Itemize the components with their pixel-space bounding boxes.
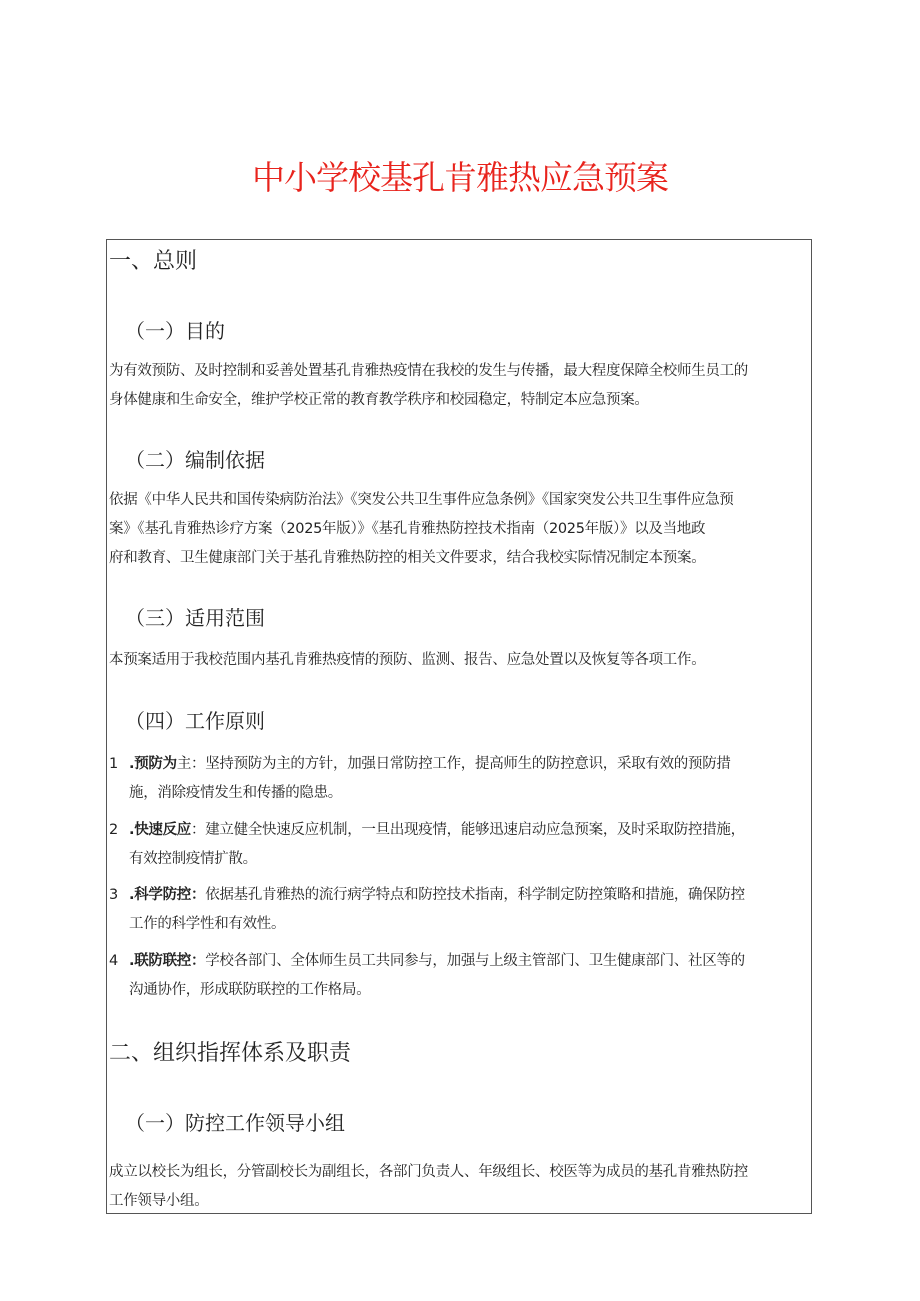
subsection-heading-basis: （二）编制依据 <box>125 448 265 472</box>
content-frame <box>106 239 812 1214</box>
list-item-title: .科学防控： <box>129 887 206 903</box>
paragraph-line: 工作领导小组。 <box>109 1193 209 1209</box>
list-item-continuation: 有效控制疫情扩散。 <box>129 851 257 867</box>
document-title: 中小学校基孔肯雅热应急预案 <box>252 158 668 197</box>
list-item-text: 主：坚持预防为主的方针，加强日常防控工作，提高师生的防控意识，采取有效的预防措 <box>176 756 731 772</box>
list-item-text: 依据基孔肯雅热的流行病学特点和防控技术指南，科学制定防控策略和措施，确保防控 <box>205 887 745 903</box>
list-item-title: .预防为 <box>129 756 177 772</box>
section-heading-organization: 二、组织指挥体系及职责 <box>109 1041 352 1066</box>
list-item-continuation: 沟通协作，形成联防联控的工作格局。 <box>129 982 371 998</box>
list-item <box>129 754 731 774</box>
paragraph-line: 为有效预防、及时控制和妥善处置基孔肯雅热疫情在我校的发生与传播，最大程度保障全校师生员工的 <box>109 363 748 379</box>
list-item <box>129 885 745 905</box>
list-item <box>129 951 745 971</box>
list-item-title: .快速反应 <box>129 822 192 838</box>
paragraph-line: 府和教育、卫生健康部门关于基孔肯雅热防控的相关文件要求，结合我校实际情况制定本预案。 <box>109 550 706 566</box>
section-heading-general: 一、总则 <box>109 249 198 274</box>
list-item-continuation: 工作的科学性和有效性。 <box>129 916 286 932</box>
list-item-number: 1 <box>109 756 119 772</box>
subsection-heading-principles: （四）工作原则 <box>125 709 265 733</box>
subsection-heading-scope: （三）适用范围 <box>125 606 265 630</box>
list-item-number: 3 <box>109 887 119 903</box>
paragraph-line: 身体健康和生命安全，维护学校正常的教育教学秩序和校园稳定，特制定本应急预案。 <box>109 392 649 408</box>
subsection-heading-leadership-group: （一）防控工作领导小组 <box>125 1111 345 1135</box>
subsection-heading-purpose: （一）目的 <box>125 319 225 343</box>
list-item-number: 4 <box>109 953 119 969</box>
list-item-number: 2 <box>109 822 119 838</box>
paragraph-line: 依据《中华人民共和国传染病防治法》《突发公共卫生事件应急条例》《国家突发公共卫生事件应急预 <box>109 492 734 508</box>
list-item-continuation: 施，消除疫情发生和传播的隐患。 <box>129 785 342 801</box>
list-item <box>129 820 745 840</box>
list-item-text: ：建立健全快速反应机制，一旦出现疫情，能够迅速启动应急预案，及时采取防控措施， <box>191 822 745 838</box>
list-item-title: .联防联控： <box>129 953 206 969</box>
paragraph-line: 本预案适用于我校范围内基孔肯雅热疫情的预防、监测、报告、应急处置以及恢复等各项工作。 <box>109 652 706 668</box>
list-item-text: 学校各部门、全体师生员工共同参与，加强与上级主管部门、卫生健康部门、社区等的 <box>205 953 745 969</box>
paragraph-line: 成立以校长为组长，分管副校长为副组长，各部门负责人、年级组长、校医等为成员的基孔肯雅热防控 <box>109 1164 748 1180</box>
paragraph-line: 案》《基孔肯雅热诊疗方案（2025年版）》《基孔肯雅热防控技术指南（2025年版）》以及当地政 <box>109 521 706 537</box>
